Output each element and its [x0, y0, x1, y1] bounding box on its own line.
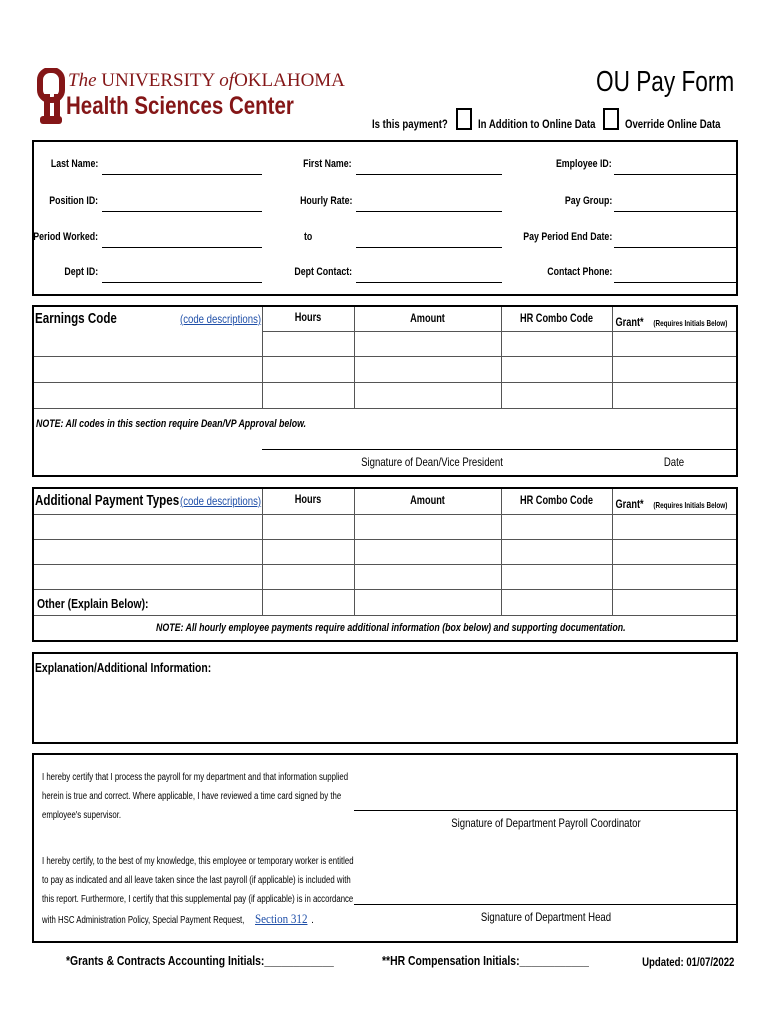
univ-main: UNIVERSITY	[101, 70, 220, 91]
last-name-label: Last Name:	[50, 158, 98, 170]
position-id-label: Position ID:	[49, 195, 98, 207]
period-end-field[interactable]	[356, 247, 502, 248]
first-name-field[interactable]	[356, 174, 502, 175]
option-override-label: Override Online Data	[625, 117, 721, 131]
employee-id-label: Employee ID:	[556, 158, 612, 170]
head-cert-line4-text: with HSC Administration Policy, Special Payment Request,	[42, 915, 245, 926]
pay-period-end-field[interactable]	[614, 247, 736, 248]
employee-id-field[interactable]	[614, 174, 736, 175]
explanation-title: Explanation/Additional Information:	[35, 660, 212, 675]
coord-cert-line1: I hereby certify that I process the payroll for my department and that information supplied	[42, 772, 349, 783]
additional-note: NOTE: All hourly employee payments require additional information (box below) and supporting documentation.	[156, 622, 626, 634]
additional-grant-label: Grant*	[615, 499, 644, 511]
period-worked-label: Period Worked:	[33, 231, 98, 243]
hourly-rate-field[interactable]	[356, 211, 502, 212]
head-cert-line3: this report. Furthermore, I certify that this supplemental pay (if applicable) is in accordance	[42, 894, 354, 905]
earnings-col-hr-combo: HR Combo Code	[519, 313, 594, 325]
additional-grant-note: (Requires Initials Below)	[653, 500, 728, 510]
head-signature-field[interactable]	[354, 904, 736, 905]
grants-initials[interactable]: *Grants & Contracts Accounting Initials:____________	[66, 953, 334, 968]
univ-pre: The	[68, 70, 102, 91]
period-start-field[interactable]	[102, 247, 262, 248]
earnings-title: Earnings Code	[35, 311, 117, 327]
contact-phone-field[interactable]	[614, 282, 736, 283]
position-id-field[interactable]	[102, 211, 262, 212]
section-312-link[interactable]: Section 312	[255, 911, 308, 926]
pay-group-label: Pay Group:	[564, 195, 612, 207]
additional-col-hours: Hours	[294, 494, 322, 506]
head-cert-line4	[42, 910, 314, 928]
dept-id-field[interactable]	[102, 282, 262, 283]
hourly-rate-label: Hourly Rate:	[299, 195, 352, 207]
center-name: Health Sciences Center	[66, 92, 294, 120]
earnings-col-hours: Hours	[294, 312, 322, 324]
earnings-grant-note: (Requires Initials Below)	[653, 318, 728, 328]
employee-info-box	[32, 140, 738, 296]
coord-signature-field[interactable]	[354, 810, 736, 811]
coord-cert-line2: herein is true and correct. Where applicable, I have reviewed a time card signed by the	[42, 791, 342, 802]
to-label: to	[304, 231, 313, 243]
last-name-field[interactable]	[102, 174, 262, 175]
coord-signature-label: Signature of Department Payroll Coordinator	[451, 816, 641, 830]
dept-contact-label: Dept Contact:	[294, 266, 352, 278]
univ-of: of	[219, 70, 235, 91]
hr-comp-initials[interactable]: **HR Compensation Initials:____________	[382, 953, 589, 968]
dean-date-label: Date	[663, 455, 685, 469]
addition-checkbox[interactable]	[456, 108, 472, 130]
contact-phone-label: Contact Phone:	[546, 266, 612, 278]
form-title: OU Pay Form	[595, 66, 734, 98]
additional-code-link[interactable]: (code descriptions)	[180, 494, 262, 508]
univ-post: OKLAHOMA	[234, 70, 345, 91]
option-addition-label: In Addition to Online Data	[478, 117, 596, 131]
head-cert-line2: to pay as indicated and all leave taken since the last payroll (if applicable) is included with	[42, 875, 351, 886]
payment-question: Is this payment?	[372, 117, 448, 131]
additional-col-grant	[612, 495, 736, 513]
pay-period-end-label: Pay Period End Date:	[522, 231, 612, 243]
additional-col-amount: Amount	[410, 495, 445, 507]
pay-group-field[interactable]	[614, 211, 736, 212]
first-name-label: First Name:	[303, 158, 352, 170]
override-checkbox[interactable]	[603, 108, 619, 130]
additional-title: Additional Payment Types	[35, 493, 180, 509]
head-signature-label: Signature of Department Head	[480, 910, 612, 924]
earnings-col-amount: Amount	[410, 313, 445, 325]
head-cert-line1: I hereby certify, to the best of my knowledge, this employee or temporary worker is entitled	[42, 856, 354, 867]
earnings-code-link[interactable]: (code descriptions)	[180, 312, 262, 326]
updated-date: Updated: 01/07/2022	[641, 955, 734, 969]
earnings-grant-label: Grant*	[615, 317, 644, 329]
ou-logo	[36, 68, 66, 128]
coord-cert-line3: employee's supervisor.	[42, 810, 122, 821]
dept-contact-field[interactable]	[356, 282, 502, 283]
earnings-col-grant	[612, 313, 736, 331]
university-name	[68, 70, 345, 92]
additional-col-hr-combo: HR Combo Code	[519, 495, 594, 507]
head-cert-period: .	[311, 915, 314, 926]
dean-signature-label: Signature of Dean/Vice President	[361, 455, 503, 469]
other-label: Other (Explain Below):	[37, 596, 149, 611]
dean-signature-field[interactable]	[262, 449, 736, 450]
ou-monogram-icon	[36, 68, 66, 128]
earnings-note: NOTE: All codes in this section require Dean/VP Approval below.	[36, 418, 307, 430]
dept-id-label: Dept ID:	[64, 266, 98, 278]
